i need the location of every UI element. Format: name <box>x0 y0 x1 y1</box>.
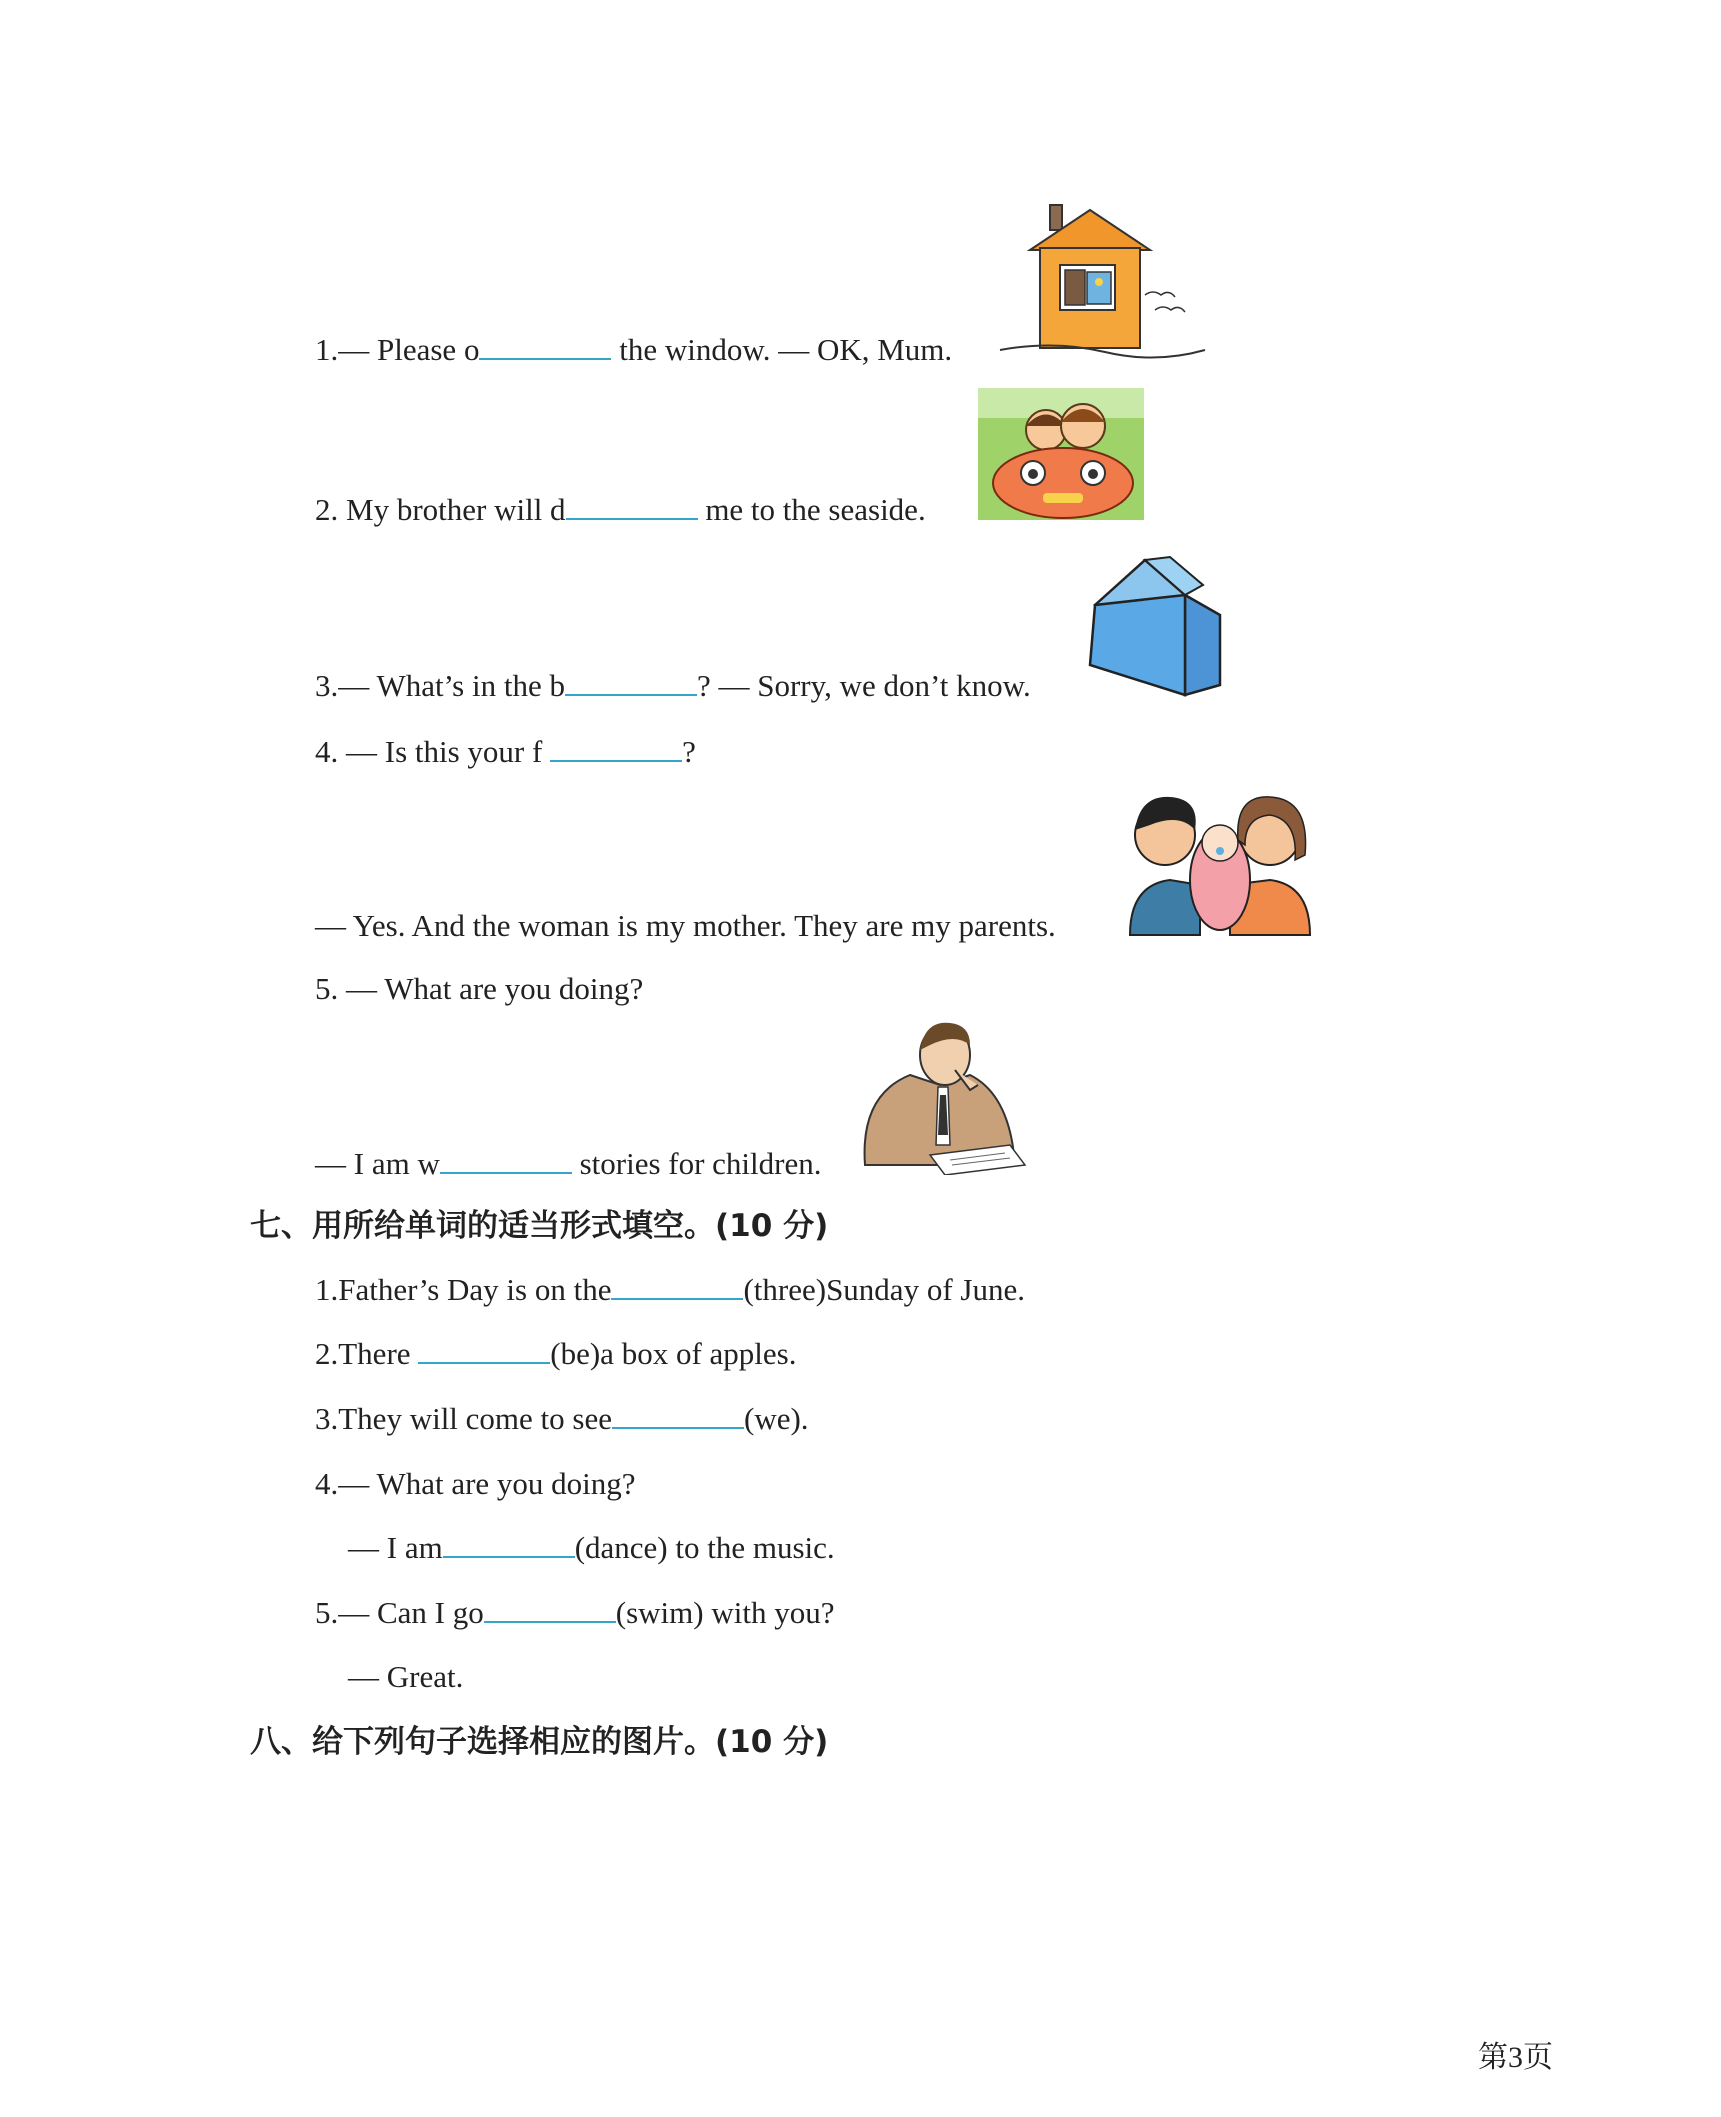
s7-question-2 <box>315 1334 796 1374</box>
question-text: (be)a box of apples. <box>550 1336 797 1371</box>
page-number: 第3页 <box>1478 2041 1553 2074</box>
s7-question-5 <box>315 1593 834 1633</box>
question-text: 4. — Is this your f <box>315 734 551 769</box>
writer-man-icon <box>860 1015 1030 1175</box>
answer-blank[interactable] <box>479 330 611 360</box>
s7-question-3 <box>315 1399 809 1439</box>
answer-text: — Yes. And the woman is my mother. They are my parents. <box>315 908 1056 943</box>
section-8-title: 八、给下列句子选择相应的图片。(10 分) <box>250 1724 829 1760</box>
s7-question-5-answer <box>348 1657 463 1697</box>
question-text: 3.— What’s in the b <box>315 668 565 703</box>
question-text: 4.— What are you doing? <box>315 1466 636 1501</box>
answer-blank[interactable] <box>440 1144 572 1174</box>
question-text: (swim) with you? <box>615 1595 835 1630</box>
question-text: (three)Sunday of June. <box>743 1272 1025 1307</box>
s7-question-1 <box>315 1270 1025 1310</box>
answer-blank[interactable] <box>566 490 698 520</box>
question-text: — I am w <box>315 1146 440 1181</box>
answer-blank[interactable] <box>611 1270 743 1300</box>
answer-blank[interactable] <box>443 1528 575 1558</box>
question-1 <box>315 330 952 370</box>
parents-baby-icon <box>1120 785 1320 940</box>
question-3 <box>315 666 1031 706</box>
question-text: 5.— Can I go <box>315 1595 484 1630</box>
question-text: — I am <box>348 1530 443 1565</box>
house-window-icon <box>995 200 1210 365</box>
question-text: 1.— Please o <box>315 332 480 367</box>
answer-4 <box>315 906 1056 946</box>
question-text: 1.Father’s Day is on the <box>315 1272 612 1307</box>
question-text: 3.They will come to see <box>315 1401 612 1436</box>
question-2 <box>315 490 926 530</box>
answer-blank[interactable] <box>484 1593 616 1623</box>
section-7-title: 七、用所给单词的适当形式填空。(10 分) <box>250 1208 829 1244</box>
question-text: ? <box>682 734 696 769</box>
question-4 <box>315 732 696 772</box>
question-text: (we). <box>744 1401 809 1436</box>
box-icon <box>1085 555 1230 700</box>
question-text: 5. — What are you doing? <box>315 971 644 1006</box>
question-text: 2.There <box>315 1336 419 1371</box>
answer-text: — Great. <box>348 1659 464 1694</box>
s7-question-4-answer <box>348 1528 835 1568</box>
question-text: (dance) to the music. <box>574 1530 835 1565</box>
question-5-answer <box>315 1144 822 1184</box>
question-text: ? — Sorry, we don’t know. <box>696 668 1031 703</box>
car-children-icon <box>978 388 1144 520</box>
s7-question-4 <box>315 1464 636 1504</box>
question-text: the window. — OK, Mum. <box>611 332 953 367</box>
answer-blank[interactable] <box>418 1334 550 1364</box>
question-text: me to the seaside. <box>697 492 926 527</box>
question-text: stories for children. <box>571 1146 822 1181</box>
answer-blank[interactable] <box>565 666 697 696</box>
question-5 <box>315 969 643 1009</box>
answer-blank[interactable] <box>612 1399 744 1429</box>
question-text: 2. My brother will d <box>315 492 566 527</box>
answer-blank[interactable] <box>550 732 682 762</box>
